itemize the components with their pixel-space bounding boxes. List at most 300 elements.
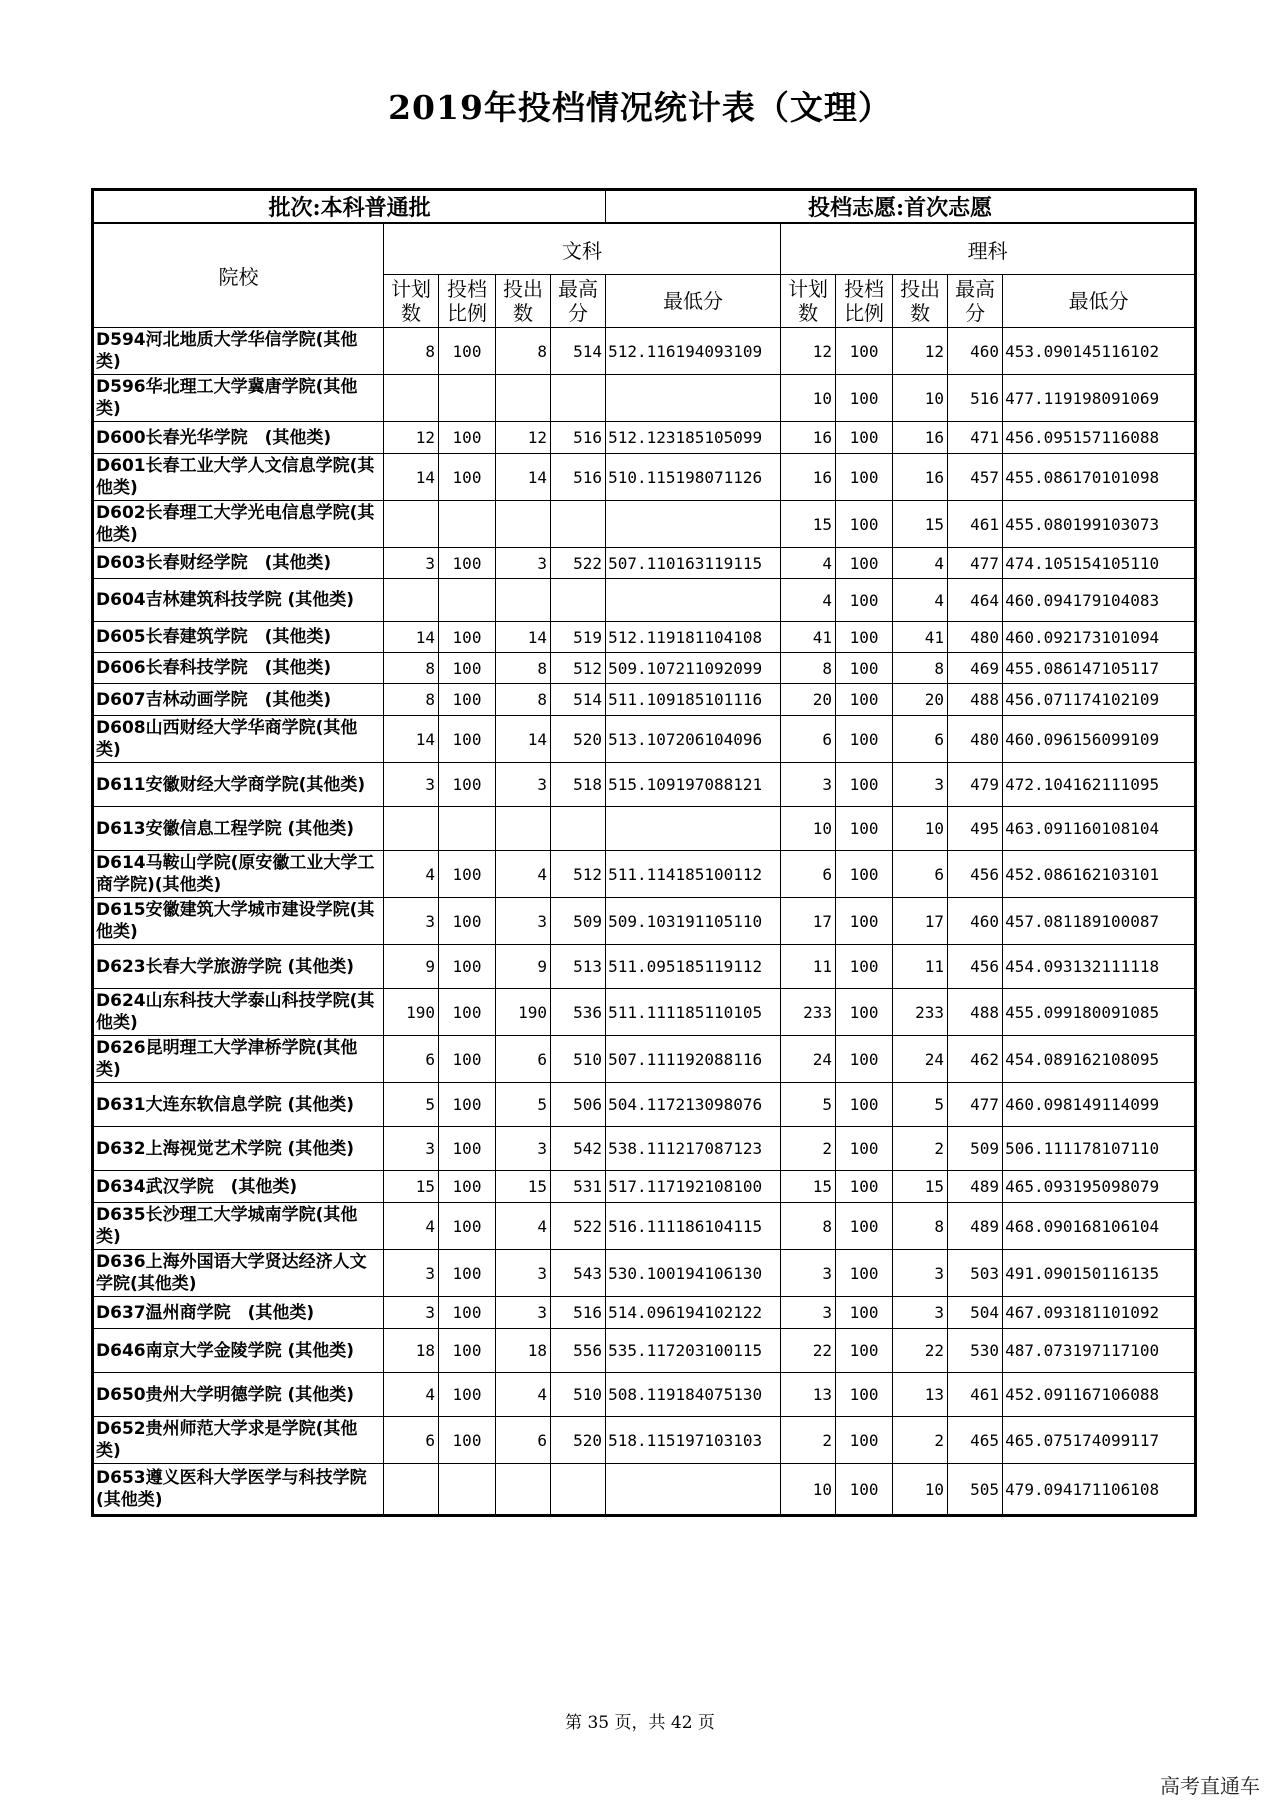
wen-ratio: 100 xyxy=(439,1250,496,1297)
table-row xyxy=(93,851,1196,898)
li-max-score: 456 xyxy=(948,945,1003,989)
li-plan-count: 8 xyxy=(781,1203,836,1250)
wen-ratio: 100 xyxy=(439,454,496,501)
wen-min-score: 517.117192108100 xyxy=(606,1171,781,1203)
li-min-score: 465.093195098079 xyxy=(1003,1171,1196,1203)
li-plan-count: 6 xyxy=(781,716,836,763)
li-plan-count: 6 xyxy=(781,851,836,898)
wen-plan-count: 12 xyxy=(384,422,439,454)
table-row xyxy=(93,1250,1196,1297)
school-name: D632上海视觉艺术学院 (其他类) xyxy=(93,1127,384,1171)
li-plan-count: 41 xyxy=(781,622,836,653)
wen-admitted-count xyxy=(496,579,551,622)
wen-admitted-count: 8 xyxy=(496,328,551,375)
wen-min-score: 511.111185110105 xyxy=(606,989,781,1036)
li-ratio: 100 xyxy=(836,1036,893,1083)
wen-admitted-count: 4 xyxy=(496,1203,551,1250)
li-min-score: 460.094179104083 xyxy=(1003,579,1196,622)
wen-ratio: 100 xyxy=(439,328,496,375)
li-plan-count: 4 xyxy=(781,579,836,622)
wen-plan-count: 5 xyxy=(384,1083,439,1127)
wen-max-score: 506 xyxy=(551,1083,606,1127)
wen-min-score xyxy=(606,807,781,851)
li-plan-count: 8 xyxy=(781,653,836,684)
li-ratio: 100 xyxy=(836,501,893,548)
table-row xyxy=(93,422,1196,454)
table-row xyxy=(93,579,1196,622)
li-admitted-count: 17 xyxy=(893,898,948,945)
wen-admitted-count: 3 xyxy=(496,763,551,807)
wen-ratio: 100 xyxy=(439,1036,496,1083)
li-admitted-count: 8 xyxy=(893,653,948,684)
wen-min-score: 504.117213098076 xyxy=(606,1083,781,1127)
wen-admitted-count: 15 xyxy=(496,1171,551,1203)
wen-admitted-count: 6 xyxy=(496,1036,551,1083)
wen-admitted-count: 3 xyxy=(496,1127,551,1171)
col-header-li-plan-count: 计划数 xyxy=(781,275,836,328)
li-admitted-count: 10 xyxy=(893,375,948,422)
col-header-wen-ratio: 投档比例 xyxy=(439,275,496,328)
li-admitted-count: 16 xyxy=(893,422,948,454)
wen-max-score: 514 xyxy=(551,328,606,375)
wen-min-score: 513.107206104096 xyxy=(606,716,781,763)
wen-admitted-count: 3 xyxy=(496,898,551,945)
li-min-score: 455.086147105117 xyxy=(1003,653,1196,684)
li-ratio: 100 xyxy=(836,945,893,989)
table-row xyxy=(93,1203,1196,1250)
wen-plan-count: 6 xyxy=(384,1036,439,1083)
wen-max-score: 543 xyxy=(551,1250,606,1297)
li-max-score: 460 xyxy=(948,898,1003,945)
wen-max-score: 518 xyxy=(551,763,606,807)
li-max-score: 509 xyxy=(948,1127,1003,1171)
wen-max-score xyxy=(551,375,606,422)
li-admitted-count: 4 xyxy=(893,579,948,622)
li-plan-count: 16 xyxy=(781,422,836,454)
table-row xyxy=(93,653,1196,684)
school-name: D650贵州大学明德学院 (其他类) xyxy=(93,1373,384,1417)
li-plan-count: 2 xyxy=(781,1127,836,1171)
li-max-score: 457 xyxy=(948,454,1003,501)
li-plan-count: 10 xyxy=(781,375,836,422)
wen-max-score: 542 xyxy=(551,1127,606,1171)
li-max-score: 477 xyxy=(948,1083,1003,1127)
wen-max-score: 519 xyxy=(551,622,606,653)
wen-min-score: 507.110163119115 xyxy=(606,548,781,579)
li-admitted-count: 3 xyxy=(893,763,948,807)
li-max-score: 471 xyxy=(948,422,1003,454)
wen-admitted-count: 190 xyxy=(496,989,551,1036)
school-name: D653遵义医科大学医学与科技学院(其他类) xyxy=(93,1464,384,1516)
li-ratio: 100 xyxy=(836,1297,893,1329)
wen-plan-count: 3 xyxy=(384,763,439,807)
li-min-score: 455.099180091085 xyxy=(1003,989,1196,1036)
li-min-score: 468.090168106104 xyxy=(1003,1203,1196,1250)
wen-min-score: 530.100194106130 xyxy=(606,1250,781,1297)
wen-ratio: 100 xyxy=(439,1297,496,1329)
li-max-score: 489 xyxy=(948,1171,1003,1203)
school-name: D652贵州师范大学求是学院(其他类) xyxy=(93,1417,384,1464)
col-header-wen-max-score: 最高分 xyxy=(551,275,606,328)
wen-admitted-count: 12 xyxy=(496,422,551,454)
wen-min-score: 512.116194093109 xyxy=(606,328,781,375)
wen-ratio: 100 xyxy=(439,1329,496,1373)
li-max-score: 465 xyxy=(948,1417,1003,1464)
wen-plan-count: 8 xyxy=(384,684,439,716)
li-max-score: 480 xyxy=(948,622,1003,653)
school-name: D615安徽建筑大学城市建设学院(其他类) xyxy=(93,898,384,945)
li-min-score: 463.091160108104 xyxy=(1003,807,1196,851)
li-ratio: 100 xyxy=(836,422,893,454)
wen-ratio: 100 xyxy=(439,898,496,945)
school-name: D614马鞍山学院(原安徽工业大学工商学院)(其他类) xyxy=(93,851,384,898)
school-name: D604吉林建筑科技学院 (其他类) xyxy=(93,579,384,622)
li-max-score: 505 xyxy=(948,1464,1003,1516)
li-min-score: 456.095157116088 xyxy=(1003,422,1196,454)
col-header-wen-admitted-count: 投出数 xyxy=(496,275,551,328)
col-header-li-max-score: 最高分 xyxy=(948,275,1003,328)
wen-min-score: 535.117203100115 xyxy=(606,1329,781,1373)
wen-admitted-count: 8 xyxy=(496,684,551,716)
table-row xyxy=(93,989,1196,1036)
col-header-wen-plan-count: 计划数 xyxy=(384,275,439,328)
table-row xyxy=(93,1329,1196,1373)
li-admitted-count: 3 xyxy=(893,1250,948,1297)
li-ratio: 100 xyxy=(836,716,893,763)
table-row xyxy=(93,1464,1196,1516)
wen-max-score: 520 xyxy=(551,1417,606,1464)
li-min-score: 455.086170101098 xyxy=(1003,454,1196,501)
li-admitted-count: 13 xyxy=(893,1373,948,1417)
wen-plan-count: 3 xyxy=(384,548,439,579)
table-row xyxy=(93,548,1196,579)
li-ratio: 100 xyxy=(836,328,893,375)
page-title: 2019年投档情况统计表（文理） xyxy=(388,88,892,127)
li-min-score: 454.089162108095 xyxy=(1003,1036,1196,1083)
wen-min-score: 512.119181104108 xyxy=(606,622,781,653)
wen-min-score xyxy=(606,579,781,622)
wen-admitted-count: 14 xyxy=(496,454,551,501)
wen-max-score: 513 xyxy=(551,945,606,989)
wen-plan-count xyxy=(384,375,439,422)
wen-max-score: 509 xyxy=(551,898,606,945)
li-admitted-count: 16 xyxy=(893,454,948,501)
li-min-score: 454.093132111118 xyxy=(1003,945,1196,989)
li-plan-count: 3 xyxy=(781,763,836,807)
li-plan-count: 10 xyxy=(781,1464,836,1516)
wen-plan-count: 4 xyxy=(384,1373,439,1417)
li-admitted-count: 2 xyxy=(893,1127,948,1171)
li-admitted-count: 233 xyxy=(893,989,948,1036)
li-admitted-count: 24 xyxy=(893,1036,948,1083)
wen-plan-count: 190 xyxy=(384,989,439,1036)
wen-ratio xyxy=(439,1464,496,1516)
wen-plan-count xyxy=(384,579,439,622)
li-min-score: 457.081189100087 xyxy=(1003,898,1196,945)
li-admitted-count: 3 xyxy=(893,1297,948,1329)
li-plan-count: 4 xyxy=(781,548,836,579)
table-row xyxy=(93,375,1196,422)
school-name: D611安徽财经大学商学院(其他类) xyxy=(93,763,384,807)
wen-admitted-count: 18 xyxy=(496,1329,551,1373)
li-min-score: 477.119198091069 xyxy=(1003,375,1196,422)
wen-ratio: 100 xyxy=(439,1417,496,1464)
school-name: D607吉林动画学院 (其他类) xyxy=(93,684,384,716)
page-footer: 第 35 页，共 42 页 xyxy=(565,1713,715,1733)
wen-admitted-count: 3 xyxy=(496,548,551,579)
table-row xyxy=(93,1127,1196,1171)
li-admitted-count: 10 xyxy=(893,807,948,851)
group-wen-header: 文科 xyxy=(384,223,781,275)
li-ratio: 100 xyxy=(836,684,893,716)
school-header: 院校 xyxy=(93,223,384,328)
table-row xyxy=(93,454,1196,501)
wen-plan-count: 14 xyxy=(384,622,439,653)
wen-ratio: 100 xyxy=(439,851,496,898)
li-max-score: 516 xyxy=(948,375,1003,422)
li-ratio: 100 xyxy=(836,763,893,807)
li-min-score: 460.098149114099 xyxy=(1003,1083,1196,1127)
li-plan-count: 233 xyxy=(781,989,836,1036)
wen-plan-count: 3 xyxy=(384,1250,439,1297)
table-row xyxy=(93,328,1196,375)
wen-ratio: 100 xyxy=(439,684,496,716)
wen-max-score: 512 xyxy=(551,851,606,898)
li-min-score: 460.092173101094 xyxy=(1003,622,1196,653)
school-name: D635长沙理工大学城南学院(其他类) xyxy=(93,1203,384,1250)
li-ratio: 100 xyxy=(836,1203,893,1250)
wen-min-score: 510.115198071126 xyxy=(606,454,781,501)
table-row xyxy=(93,1036,1196,1083)
wen-max-score: 516 xyxy=(551,1297,606,1329)
li-plan-count: 22 xyxy=(781,1329,836,1373)
li-max-score: 469 xyxy=(948,653,1003,684)
li-min-score: 474.105154105110 xyxy=(1003,548,1196,579)
wen-plan-count: 9 xyxy=(384,945,439,989)
school-name: D624山东科技大学泰山科技学院(其他类) xyxy=(93,989,384,1036)
wen-ratio: 100 xyxy=(439,716,496,763)
li-ratio: 100 xyxy=(836,1083,893,1127)
wen-min-score xyxy=(606,1464,781,1516)
wen-max-score: 522 xyxy=(551,548,606,579)
li-min-score: 479.094171106108 xyxy=(1003,1464,1196,1516)
table-row xyxy=(93,1171,1196,1203)
wen-min-score xyxy=(606,375,781,422)
wen-min-score xyxy=(606,501,781,548)
li-plan-count: 5 xyxy=(781,1083,836,1127)
wen-min-score: 509.103191105110 xyxy=(606,898,781,945)
wen-ratio: 100 xyxy=(439,763,496,807)
li-ratio: 100 xyxy=(836,375,893,422)
col-header-wen-min-score: 最低分 xyxy=(606,275,781,328)
wen-min-score: 538.111217087123 xyxy=(606,1127,781,1171)
li-ratio: 100 xyxy=(836,1464,893,1516)
wen-ratio: 100 xyxy=(439,945,496,989)
school-name: D594河北地质大学华信学院(其他类) xyxy=(93,328,384,375)
table-row xyxy=(93,1083,1196,1127)
wen-admitted-count xyxy=(496,1464,551,1516)
li-admitted-count: 2 xyxy=(893,1417,948,1464)
li-ratio: 100 xyxy=(836,622,893,653)
li-plan-count: 13 xyxy=(781,1373,836,1417)
col-header-li-ratio: 投档比例 xyxy=(836,275,893,328)
wen-min-score: 508.119184075130 xyxy=(606,1373,781,1417)
watermark: 高考直通车 xyxy=(1160,1774,1260,1798)
li-admitted-count: 12 xyxy=(893,328,948,375)
table-row xyxy=(93,898,1196,945)
table-row xyxy=(93,1297,1196,1329)
wen-ratio: 100 xyxy=(439,548,496,579)
wen-max-score: 520 xyxy=(551,716,606,763)
table-row xyxy=(93,716,1196,763)
li-max-score: 480 xyxy=(948,716,1003,763)
li-admitted-count: 5 xyxy=(893,1083,948,1127)
wen-ratio xyxy=(439,579,496,622)
li-min-score: 467.093181101092 xyxy=(1003,1297,1196,1329)
wen-plan-count: 4 xyxy=(384,1203,439,1250)
li-admitted-count: 15 xyxy=(893,1171,948,1203)
wen-max-score: 516 xyxy=(551,422,606,454)
li-ratio: 100 xyxy=(836,1127,893,1171)
wen-max-score xyxy=(551,579,606,622)
li-max-score: 462 xyxy=(948,1036,1003,1083)
li-admitted-count: 22 xyxy=(893,1329,948,1373)
li-plan-count: 20 xyxy=(781,684,836,716)
school-name: D634武汉学院 (其他类) xyxy=(93,1171,384,1203)
school-name: D637温州商学院 (其他类) xyxy=(93,1297,384,1329)
wen-ratio: 100 xyxy=(439,1373,496,1417)
li-ratio: 100 xyxy=(836,1417,893,1464)
li-plan-count: 2 xyxy=(781,1417,836,1464)
wen-plan-count: 8 xyxy=(384,328,439,375)
table-row xyxy=(93,1373,1196,1417)
wen-plan-count: 14 xyxy=(384,454,439,501)
li-min-score: 487.073197117100 xyxy=(1003,1329,1196,1373)
wen-max-score: 512 xyxy=(551,653,606,684)
li-min-score: 452.086162103101 xyxy=(1003,851,1196,898)
wen-max-score: 510 xyxy=(551,1036,606,1083)
wen-max-score xyxy=(551,807,606,851)
school-name: D600长春光华学院 (其他类) xyxy=(93,422,384,454)
wen-admitted-count xyxy=(496,501,551,548)
li-admitted-count: 41 xyxy=(893,622,948,653)
wen-admitted-count: 4 xyxy=(496,1373,551,1417)
li-max-score: 489 xyxy=(948,1203,1003,1250)
school-name: D626昆明理工大学津桥学院(其他类) xyxy=(93,1036,384,1083)
wen-max-score: 514 xyxy=(551,684,606,716)
wen-admitted-count: 4 xyxy=(496,851,551,898)
li-ratio: 100 xyxy=(836,579,893,622)
li-max-score: 456 xyxy=(948,851,1003,898)
school-name: D623长春大学旅游学院 (其他类) xyxy=(93,945,384,989)
wen-max-score xyxy=(551,1464,606,1516)
batch-label: 批次:本科普通批 xyxy=(93,190,606,224)
li-min-score: 472.104162111095 xyxy=(1003,763,1196,807)
li-min-score: 456.071174102109 xyxy=(1003,684,1196,716)
wen-min-score: 512.123185105099 xyxy=(606,422,781,454)
wen-plan-count xyxy=(384,501,439,548)
li-admitted-count: 8 xyxy=(893,1203,948,1250)
table-row xyxy=(93,684,1196,716)
li-max-score: 530 xyxy=(948,1329,1003,1373)
table-row xyxy=(93,807,1196,851)
table-row xyxy=(93,763,1196,807)
li-max-score: 464 xyxy=(948,579,1003,622)
wen-max-score: 522 xyxy=(551,1203,606,1250)
table-row xyxy=(93,945,1196,989)
wen-ratio: 100 xyxy=(439,989,496,1036)
wen-min-score: 509.107211092099 xyxy=(606,653,781,684)
li-admitted-count: 15 xyxy=(893,501,948,548)
li-min-score: 453.090145116102 xyxy=(1003,328,1196,375)
li-max-score: 503 xyxy=(948,1250,1003,1297)
li-max-score: 477 xyxy=(948,548,1003,579)
li-min-score: 465.075174099117 xyxy=(1003,1417,1196,1464)
li-admitted-count: 11 xyxy=(893,945,948,989)
wen-plan-count: 8 xyxy=(384,653,439,684)
li-ratio: 100 xyxy=(836,851,893,898)
wen-min-score: 511.095185119112 xyxy=(606,945,781,989)
li-admitted-count: 20 xyxy=(893,684,948,716)
wen-admitted-count: 8 xyxy=(496,653,551,684)
wen-plan-count: 6 xyxy=(384,1417,439,1464)
admission-table xyxy=(91,188,1197,1517)
wen-max-score: 556 xyxy=(551,1329,606,1373)
school-name: D596华北理工大学冀唐学院(其他类) xyxy=(93,375,384,422)
wen-max-score xyxy=(551,501,606,548)
wen-min-score: 518.115197103103 xyxy=(606,1417,781,1464)
wen-plan-count: 18 xyxy=(384,1329,439,1373)
wen-ratio xyxy=(439,375,496,422)
wen-admitted-count: 6 xyxy=(496,1417,551,1464)
table-row xyxy=(93,501,1196,548)
li-min-score: 506.111178107110 xyxy=(1003,1127,1196,1171)
wen-max-score: 510 xyxy=(551,1373,606,1417)
wen-admitted-count: 14 xyxy=(496,716,551,763)
school-name: D613安徽信息工程学院 (其他类) xyxy=(93,807,384,851)
wen-plan-count: 4 xyxy=(384,851,439,898)
wen-admitted-count xyxy=(496,375,551,422)
wen-min-score: 511.114185100112 xyxy=(606,851,781,898)
wen-admitted-count: 3 xyxy=(496,1250,551,1297)
wen-plan-count: 14 xyxy=(384,716,439,763)
li-max-score: 488 xyxy=(948,989,1003,1036)
col-header-li-admitted-count: 投出数 xyxy=(893,275,948,328)
wen-plan-count xyxy=(384,807,439,851)
li-ratio: 100 xyxy=(836,1171,893,1203)
wen-min-score: 514.096194102122 xyxy=(606,1297,781,1329)
wen-max-score: 531 xyxy=(551,1171,606,1203)
wen-admitted-count: 3 xyxy=(496,1297,551,1329)
wen-admitted-count: 14 xyxy=(496,622,551,653)
school-name: D646南京大学金陵学院 (其他类) xyxy=(93,1329,384,1373)
li-min-score: 455.080199103073 xyxy=(1003,501,1196,548)
li-plan-count: 11 xyxy=(781,945,836,989)
school-name: D605长春建筑学院 (其他类) xyxy=(93,622,384,653)
wen-plan-count xyxy=(384,1464,439,1516)
wen-min-score: 516.111186104115 xyxy=(606,1203,781,1250)
wen-ratio: 100 xyxy=(439,1083,496,1127)
wen-admitted-count xyxy=(496,807,551,851)
li-ratio: 100 xyxy=(836,1373,893,1417)
li-ratio: 100 xyxy=(836,1250,893,1297)
wen-plan-count: 3 xyxy=(384,898,439,945)
school-name: D606长春科技学院 (其他类) xyxy=(93,653,384,684)
school-name: D636上海外国语大学贤达经济人文学院(其他类) xyxy=(93,1250,384,1297)
li-plan-count: 17 xyxy=(781,898,836,945)
group-li-header: 理科 xyxy=(781,223,1196,275)
li-admitted-count: 4 xyxy=(893,548,948,579)
